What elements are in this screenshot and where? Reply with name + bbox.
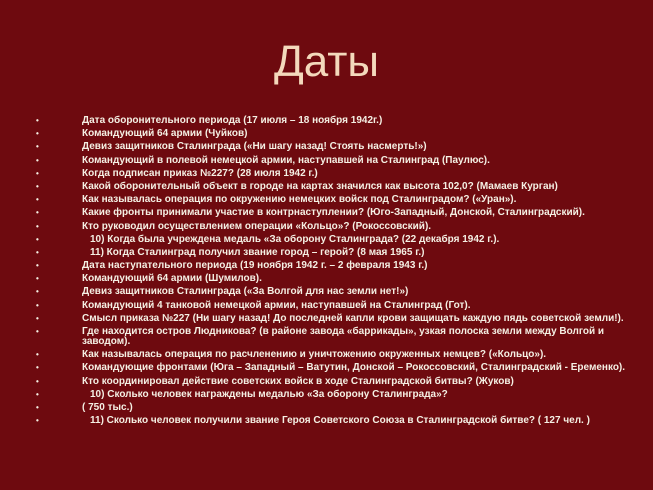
list-item-text: Какие фронты принимали участие в контрнаступлении? (Юго-Западный, Донской, Сталинградский). (82, 207, 585, 219)
list-item (0, 129, 653, 139)
bullet-icon: • (36, 142, 39, 152)
bullet-icon: • (36, 168, 39, 178)
bullet-icon: • (36, 287, 39, 297)
list-item (0, 248, 653, 258)
list-item (0, 403, 653, 413)
list-item (0, 208, 653, 218)
list-item (0, 350, 653, 360)
bullet-icon: • (36, 247, 39, 257)
bullet-icon: • (36, 221, 39, 231)
list-item-text: Как называлась операция по окружению немецких войск под Сталинградом? («Уран»). (82, 194, 517, 206)
list-item-text: Командующий 4 танковой немецкой армии, наступавшей на Сталинград (Гот). (82, 299, 471, 311)
bullet-icon: • (36, 402, 39, 412)
bullet-icon: • (36, 274, 39, 284)
list-item-text: Командующий 64 армии (Шумилов). (82, 273, 262, 285)
list-item (0, 116, 653, 126)
bullet-icon: • (36, 313, 39, 323)
bullet-icon: • (36, 116, 39, 125)
list-item-text: 10) Сколько человек награждены медалью «За оборону Сталинграда»? (90, 388, 448, 400)
bullet-icon: • (36, 155, 39, 165)
list-item-text: Какой оборонительный объект в городе на картах значился как высота 102,0? (Мамаев Курган) (82, 180, 558, 192)
list-item (0, 195, 653, 205)
list-item-text: Кто руководил осуществлением операции «Кольцо»? (Рокоссовский). (82, 220, 432, 232)
list-item-text: 11) Сколько человек получили звание Героя Советского Союза в Сталинградской битве? ( 127 чел. ) (90, 415, 590, 427)
bullet-icon: • (36, 376, 39, 386)
list-item (0, 156, 653, 166)
bullet-icon: • (36, 195, 39, 205)
bullet-icon: • (36, 300, 39, 310)
list-item-text: Командующий 64 армии (Чуйков) (82, 128, 248, 140)
list-item (0, 274, 653, 284)
list-item (0, 301, 653, 311)
bullet-icon: • (36, 234, 39, 244)
list-item-text: Командующие фронтами (Юга – Западный – Ватутин, Донской – Рокоссовский, Сталинградский - Еременко). (82, 362, 626, 374)
list-item-text: Дата оборонительного периода (17 июля – 18 ноября 1942г.) (82, 115, 383, 126)
list-item (0, 261, 653, 271)
bullet-icon: • (36, 350, 39, 360)
list-item-text: 11) Когда Сталинград получил звание город – герой? (8 мая 1965 г.) (90, 246, 425, 258)
list-item (0, 314, 653, 324)
bullet-icon: • (36, 363, 39, 373)
list-item (0, 416, 653, 426)
list-item-text: ( 750 тыс.) (82, 401, 133, 413)
list-item-text: Кто координировал действие советских войск в ходе Сталинградской битвы? (Жуков) (82, 375, 514, 387)
list-item-text: Девиз защитников Сталинграда («Ни шагу назад! Стоять насмерть!») (82, 141, 427, 153)
list-item-text: Как называлась операция по расчленению и уничтожению окруженных немцев? («Кольцо»). (82, 349, 547, 361)
bullet-icon: • (36, 129, 39, 139)
slide-title: Даты (273, 37, 380, 86)
bullet-icon: • (36, 327, 39, 336)
facts-list (0, 116, 653, 429)
list-item (0, 287, 653, 297)
bullet-icon: • (36, 416, 39, 426)
list-item (0, 327, 653, 347)
list-item (0, 390, 653, 400)
bullet-icon: • (36, 181, 39, 191)
list-item (0, 142, 653, 152)
list-item (0, 182, 653, 192)
list-item-text: Командующий в полевой немецкой армии, наступавшей на Сталинград (Паулюс). (82, 154, 490, 166)
list-item-text: 10) Когда была учреждена медаль «За оборону Сталинграда? (22 декабря 1942 г.). (90, 233, 500, 245)
bullet-icon: • (36, 208, 39, 218)
list-item (0, 222, 653, 232)
list-item-text: Смысл приказа №227 (Ни шагу назад! До последней капли крови защищать каждую пядь советской земли!). (82, 312, 624, 324)
list-item-text: Дата наступательного периода (19 ноября 1942 г. – 2 февраля 1943 г.) (82, 260, 428, 272)
bullet-icon: • (36, 261, 39, 271)
list-item (0, 363, 653, 373)
list-item (0, 377, 653, 387)
list-item-text: Девиз защитников Сталинграда («За Волгой для нас земли нет!») (82, 286, 409, 298)
list-item (0, 235, 653, 245)
list-item (0, 169, 653, 179)
bullet-icon: • (36, 389, 39, 399)
list-item-text: Где находится остров Людникова? (в районе завода «баррикады», узкая полоска земли между Волгой и заводом). (82, 326, 605, 347)
list-item-text: Когда подписан приказ №227? (28 июля 1942 г.) (82, 167, 318, 179)
